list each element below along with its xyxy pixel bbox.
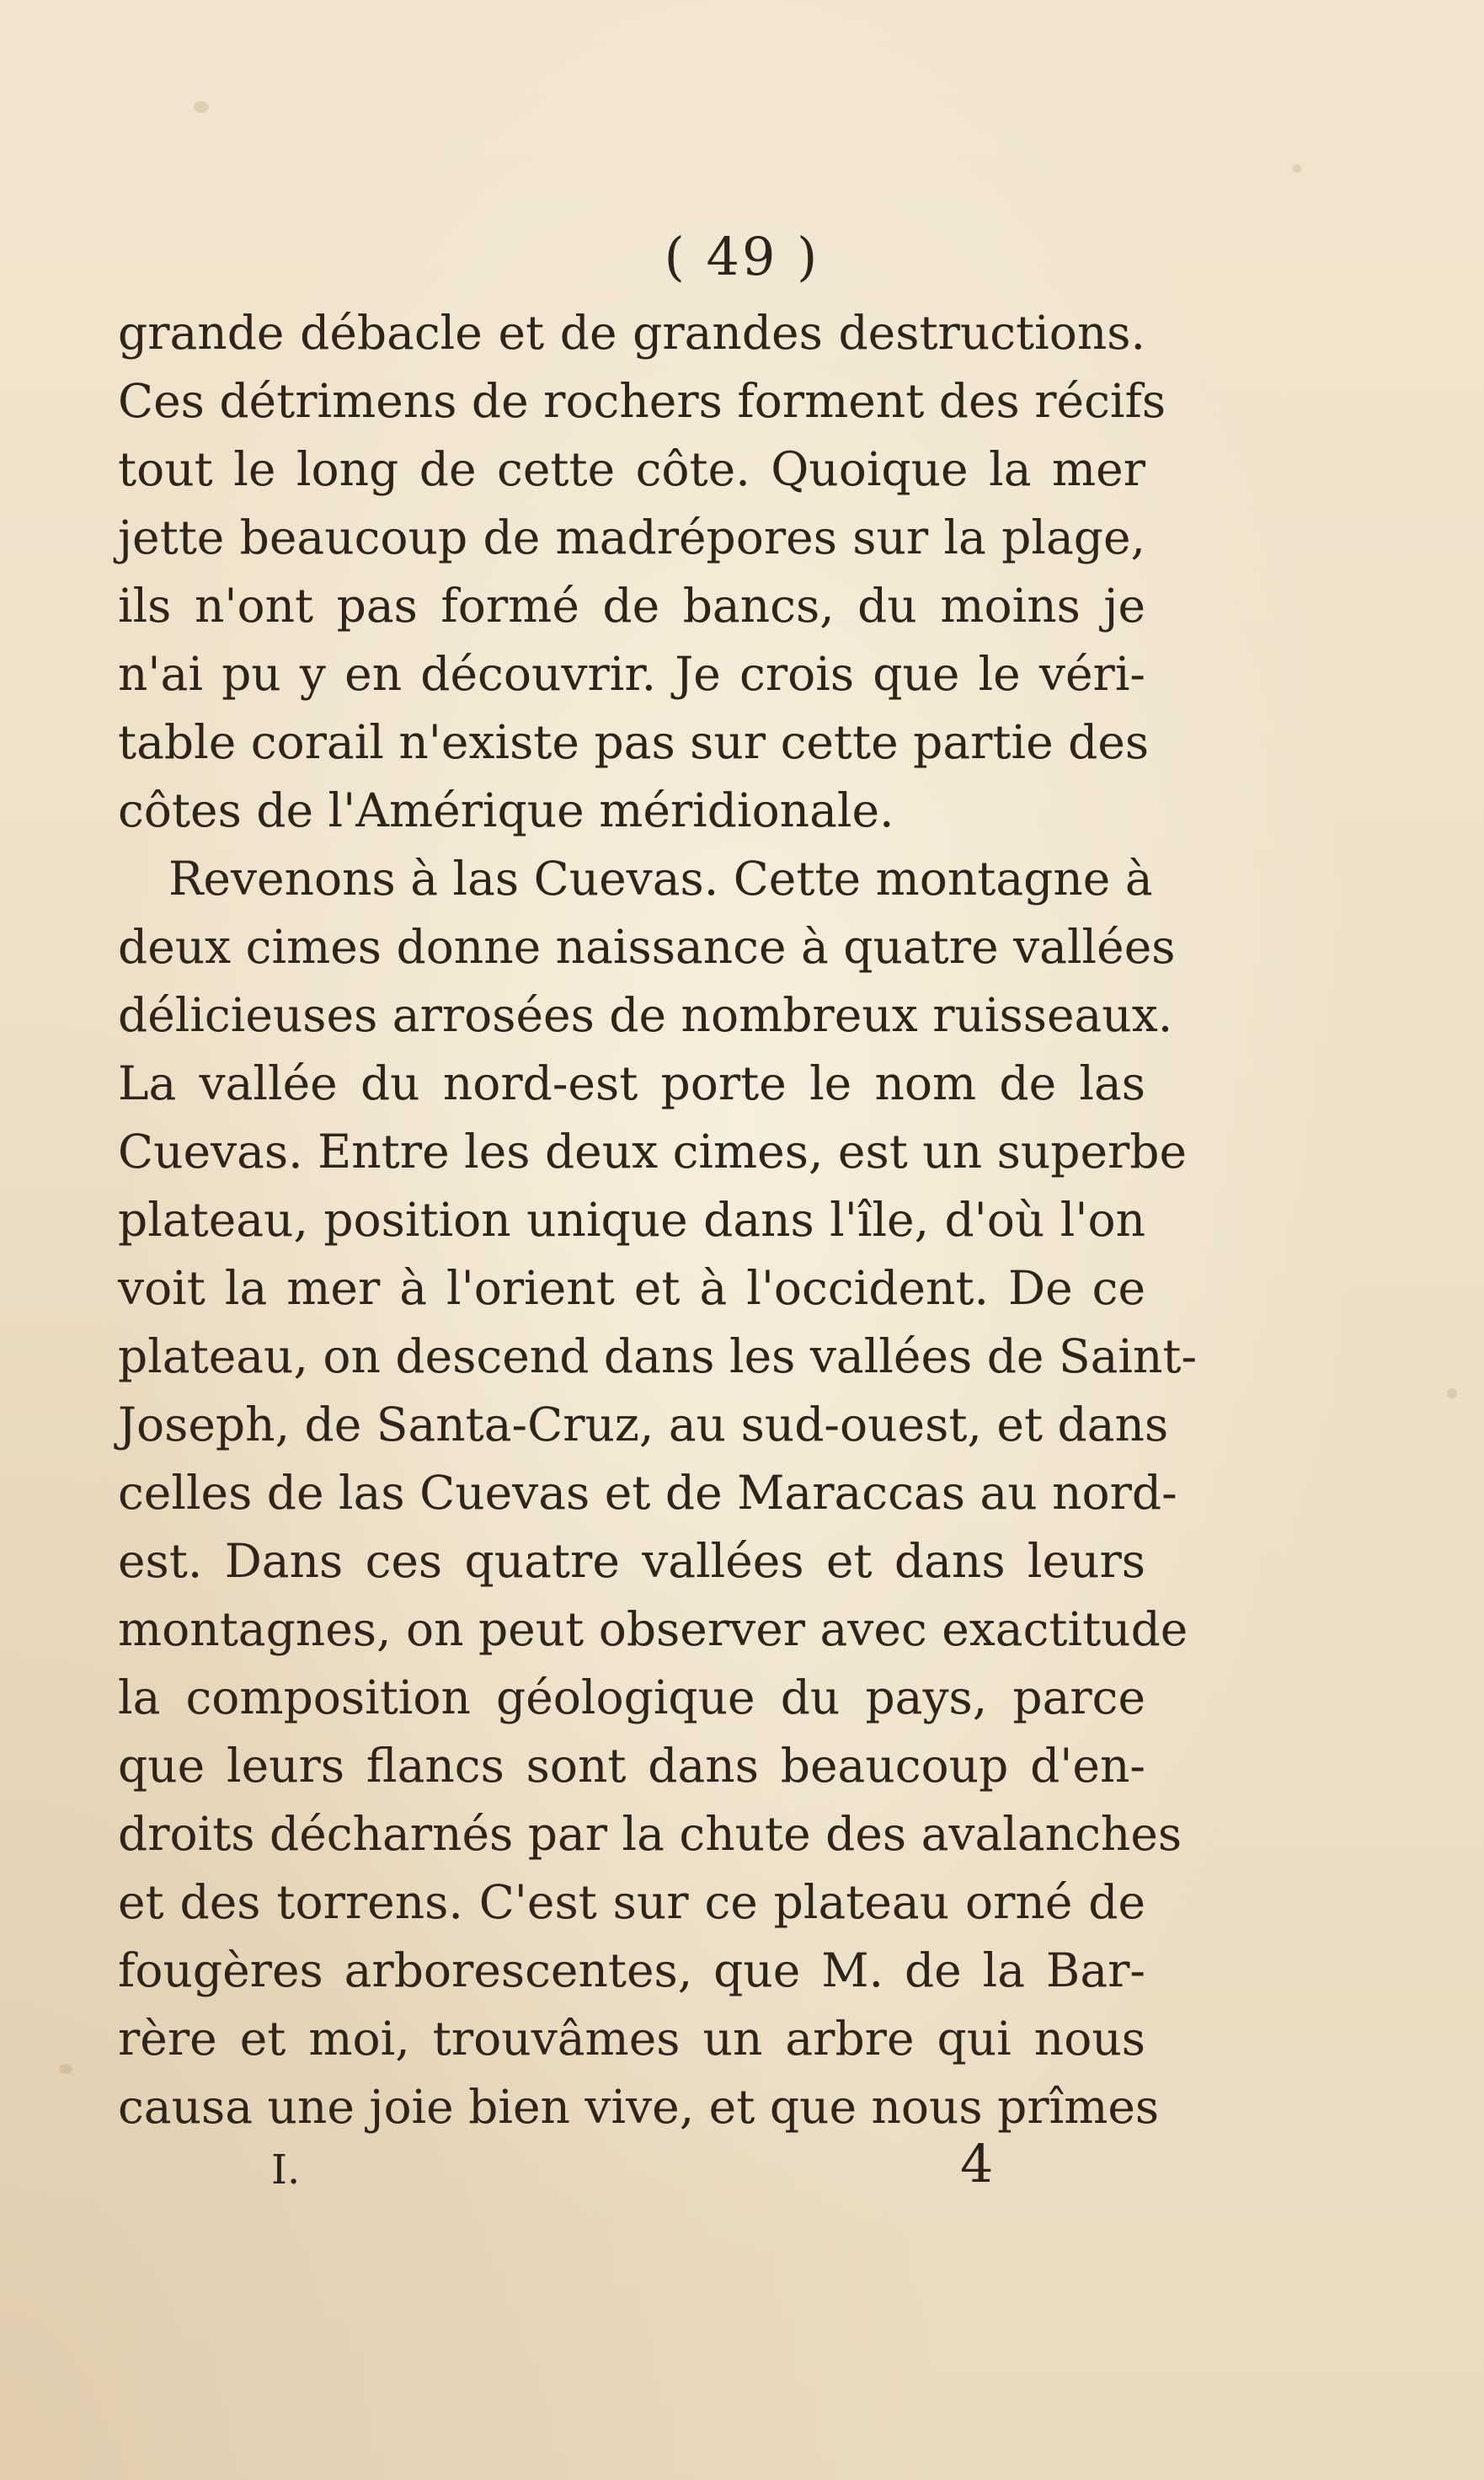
text-line: ils n'ont pas formé de bancs, du moins je [118,579,1145,633]
text-line: Revenons à las Cuevas. Cette montagne à [168,852,1153,906]
text-line: deux cimes donne naissance à quatre vallées [118,920,1176,974]
text-line: rère et moi, trouvâmes un arbre qui nous [118,2012,1145,2066]
text-line: que leurs flancs sont dans beaucoup d'en- [118,1739,1145,1793]
body-text [118,299,1198,2141]
text-line: jette beaucoup de madrépores sur la plage, [118,510,1145,564]
paper-stain [1293,164,1301,173]
text-line: Cuevas. Entre les deux cimes, est un superbe [118,1125,1188,1179]
text-line: délicieuses arrosées de nombreux ruisseaux. [118,988,1173,1042]
paper-stain [194,101,209,113]
text-line: tout le long de cette côte. Quoique la mer [118,442,1145,496]
text-line: Ces détrimens de rochers forment des récifs [118,374,1166,428]
text-line: grande débacle et de grandes destructions. [118,306,1145,360]
text-line: et des torrens. C'est sur ce plateau orné de [118,1875,1145,1929]
gathering-number: 4 [960,2133,994,2194]
text-line: fougères arborescentes, que M. de la Bar- [118,1943,1145,1997]
text-line: la composition géologique du pays, parce [118,1670,1145,1724]
text-line: est. Dans ces quatre vallées et dans leurs [118,1534,1145,1588]
signature-mark: I. [271,2146,301,2194]
text-line: table corail n'existe pas sur cette partie des [118,715,1150,769]
paper-stain [1447,1388,1457,1398]
text-line: celles de las Cuevas et de Maraccas au nord- [118,1466,1177,1520]
text-line: plateau, position unique dans l'île, d'où l'on [118,1193,1145,1247]
text-line: Joseph, de Santa-Cruz, au sud-ouest, et dans [118,1398,1169,1451]
paper-stain [59,2064,72,2074]
text-line: côtes de l'Amérique méridionale. [118,783,894,837]
text-line: droits décharnés par la chute des avalanches [118,1807,1182,1861]
text-line: La vallée du nord-est porte le nom de las [118,1056,1145,1110]
text-line: voit la mer à l'orient et à l'occident. De ce [118,1261,1145,1315]
text-line: montagnes, on peut observer avec exactitude [118,1602,1188,1656]
text-line: n'ai pu y en découvrir. Je crois que le véri- [118,647,1145,701]
text-line: causa une joie bien vive, et que nous prîmes [118,2080,1160,2134]
page-number: ( 49 ) [664,226,820,287]
text-line: plateau, on descend dans les vallées de Saint- [118,1329,1198,1383]
